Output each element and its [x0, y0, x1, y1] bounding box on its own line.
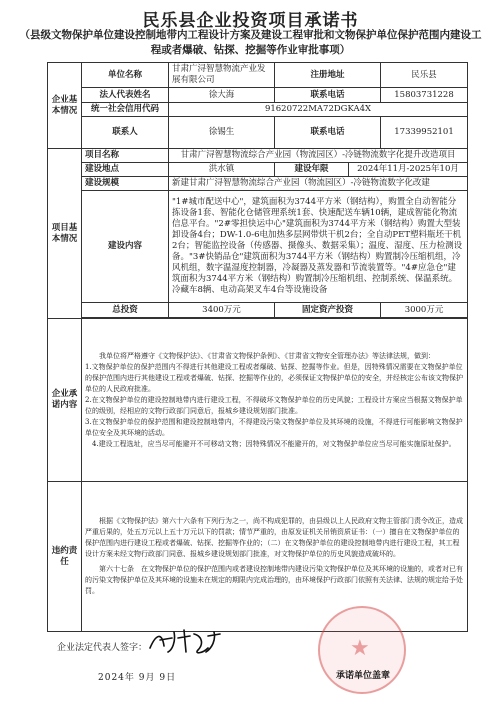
credit-code-label: 统一社会信用代码	[82, 103, 169, 117]
contact-label: 联系人	[82, 117, 169, 149]
content-value: "1#城市配送中心"，建筑面积为3744平方米（钢结构），购置全自动智能分拣设备1套、智能化仓储管理系统1套、快速配送车辆10辆，建成智能化物流信息平台。"2#零担快运中心"建筑面积为3744平方米（钢结构）购置大型装卸设备4台；DW-1.0-6电加热多层网带烘干机2台；全自动PET塑料瓶坯干机2台；智能监控设备（传感器、摄像头、数据采集）；温度、湿度、压力检测设备。"3#快销品仓"建筑面积为3744平方米（钢结构）购置制冷压缩机组，冷风机组，数字温湿度控制器，冷凝器及蒸发器和节流装置等。"4#应急仓"建筑面积为3744平方米（钢结构）购置制冷压缩机组、控制系统、保温系统。冷藏车8辆、电动高架叉车4台等设施设备	[169, 191, 468, 303]
legal-rep-signature-label: 企业法定代表人签字：	[57, 643, 148, 653]
fixed-investment-label: 固定资产投资	[275, 303, 381, 318]
project-name-value: 甘肃广浔智慧物流综合产业园（物流园区）-冷链物流数字化提升改造项目	[169, 149, 468, 163]
address-label: 注册地址	[275, 63, 381, 88]
contact-phone-value: 17339952101	[381, 117, 468, 149]
liability-article-67: 第六十七条 在文物保护单位的保护范围内或者建设控制地带内建设污染文物保护单位及其环境的设施的，或者对已有的污染文物保护单位及其环境的设施未在规定的期限内完成治理的，由环境保护行政部门依照有关法律、法规的规定给予处罚。	[85, 565, 463, 595]
document-title: 民乐县企业投资项目承诺书	[142, 11, 359, 31]
investment-value: 3400万元	[169, 303, 275, 318]
period-label: 建设年限	[275, 163, 349, 177]
contact-phone-label: 联系电话	[275, 117, 381, 149]
fixed-investment-value: 3000万元	[381, 303, 468, 318]
scale-value: 新建甘肃广浔智慧物流综合产业园（物流园区）-冷链物流数字化改建	[169, 177, 468, 191]
commitment-item-1: 1.文物保护单位的保护范围内不得进行其他建设工程或者爆破、钻探、挖掘等作业。但是，因特殊情况需要在文物保护单位的保护范围内进行其他建设工程或者爆破、钻探、挖掘等作业的，必须保证文物保护单位的安全，并经核定公布该文物保护单位的人民政府批准。	[85, 362, 463, 393]
commitment-item-4: 4.建设工程选址，应当尽可能避开不可移动文物；因特殊情况不能避开的，对文物保护单位应当尽可能实施原址保护。	[92, 439, 456, 448]
section-enterprise: 企业基本情况	[48, 63, 82, 149]
commitment-form-table	[47, 62, 468, 632]
handwritten-signature	[142, 626, 242, 656]
document-subtitle: （县级文物保护单位建设控制地带内工程设计方案及建设工程审批和文物保护单位保护范围内建设工程或者爆破、钻探、挖掘等作业审批事项）	[19, 29, 482, 56]
liability-content	[82, 482, 468, 632]
period-value: 2024年11月-2025年10月	[349, 163, 468, 177]
seal-star-icon: ★	[350, 636, 370, 661]
scale-label: 建设规模	[82, 177, 169, 191]
commitment-content	[82, 319, 468, 482]
investment-label: 总投资	[82, 303, 169, 318]
legal-phone-value: 15803731228	[381, 88, 468, 103]
commitment-item-3: 3.在文物保护单位的保护范围和建设控制地带内，不得建设污染文物保护单位及其环境的设施，不得进行可能影响文物保护单位安全及其环境的活动。	[85, 417, 463, 437]
enterprise-name-label: 单位名称	[82, 63, 169, 88]
liability-article-66: 根据《文物保护法》第六十六条有下列行为之一，尚不构成犯罪的，由县级以上人民政府文物主管部门责令改正，造成严重后果的，处五万元以上五十万元以下的罚款；情节严重的，由原发证机关吊销资质证书：（一）擅自在文物保护单位的保护范围内进行建设工程或者爆破、钻探、挖掘等作业的；（二）在文物保护单位的建设控制地带内进行建设工程，其工程设计方案未经文物行政部门同意、报城乡建设规划部门批准，对文物保护单位的历史风貌造成破坏的。	[85, 517, 463, 558]
signature-date: 2024年 9月 9日	[98, 673, 177, 683]
section-project: 项目基本情况	[48, 149, 82, 319]
legal-phone-label: 联系电话	[275, 88, 381, 103]
legal-rep-label: 法人代表姓名	[82, 88, 169, 103]
commitment-intro: 我单位将严格遵守《文物保护法》、《甘肃省文物保护条例》、《甘肃省文物安全管理办法》等法律法规，做到：	[99, 351, 435, 360]
section-liability: 违约责任	[48, 482, 82, 632]
legal-rep-value: 徐大海	[169, 88, 275, 103]
credit-code-value: 91620722MA72DGKA4X	[169, 103, 468, 117]
contact-value: 徐锡生	[169, 117, 275, 149]
content-label: 建设内容	[82, 191, 169, 303]
commitment-item-2: 2.在文物保护单位的建设控制地带内进行建设工程，不得破坏文物保护单位的历史风貌；工程设计方案应当根据文物保护单位的级别，经相应的文物行政部门同意后，报城乡建设规划部门批准。	[85, 395, 463, 415]
enterprise-name-value: 甘肃广浔智慧物流产业发展有限公司	[169, 63, 275, 88]
project-name-label: 项目名称	[82, 149, 169, 163]
seal-label: 承诺单位盖章	[336, 671, 391, 681]
section-commitment: 企业承诺内容	[48, 319, 82, 482]
location-value: 洪水镇	[169, 163, 275, 177]
address-value: 民乐县	[381, 63, 468, 88]
location-label: 建设地点	[82, 163, 169, 177]
